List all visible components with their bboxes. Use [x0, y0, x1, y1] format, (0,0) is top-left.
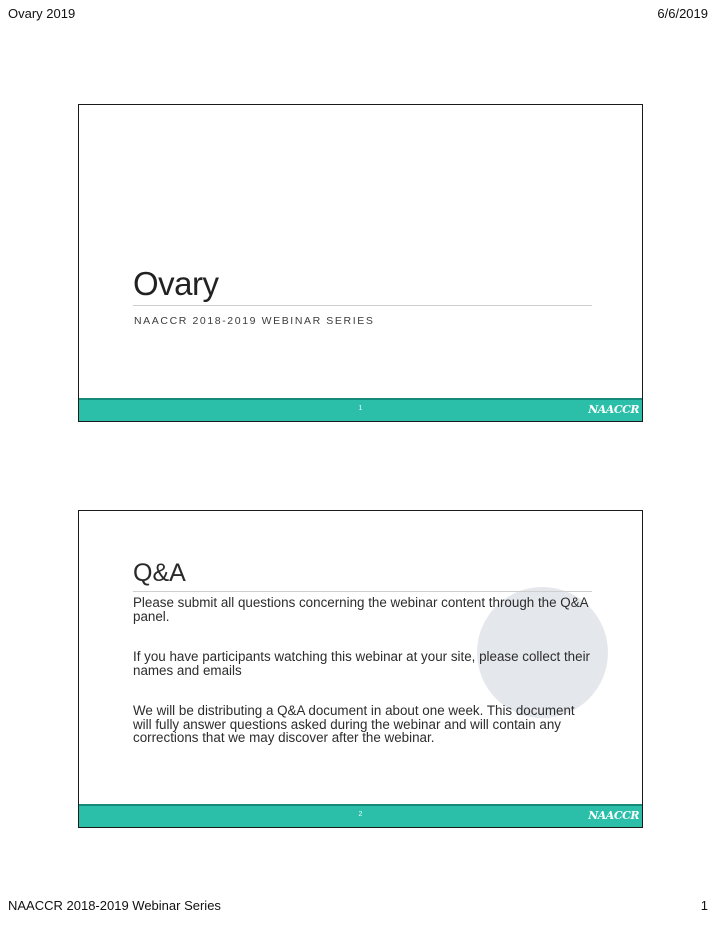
title-divider: [133, 591, 592, 592]
body-paragraph: Please submit all questions concerning the webinar content through the Q&A panel.: [133, 595, 588, 624]
title-divider: [133, 305, 592, 306]
slide-2: [78, 510, 643, 828]
page-footer-series: NAACCR 2018-2019 Webinar Series: [8, 898, 221, 913]
slide-subtitle: NAACCR 2018-2019 WEBINAR SERIES: [134, 315, 375, 327]
naaccr-logo: NAACCR: [588, 403, 639, 416]
slide-footer-bar: [79, 398, 642, 421]
body-paragraph: We will be distributing a Q&A document in about one week. This document will fully answer questions asked during the webinar and will contain any corrections that we may discover after the webinar.: [133, 703, 575, 745]
slide-title: Ovary: [133, 265, 219, 302]
slide-number: 2: [358, 811, 363, 818]
naaccr-logo: NAACCR: [588, 809, 639, 822]
slide-footer-bar: [79, 804, 642, 827]
page-header-title: Ovary 2019: [8, 6, 76, 21]
page-number: 1: [700, 898, 708, 913]
slide-1: [78, 104, 643, 422]
body-paragraph: If you have participants watching this webinar at your site, please collect their names and emails: [133, 649, 591, 678]
slide-number: 1: [358, 405, 363, 412]
page-header-date: 6/6/2019: [657, 6, 708, 21]
slide-body: [133, 596, 595, 772]
slide-title: Q&A: [133, 559, 186, 587]
